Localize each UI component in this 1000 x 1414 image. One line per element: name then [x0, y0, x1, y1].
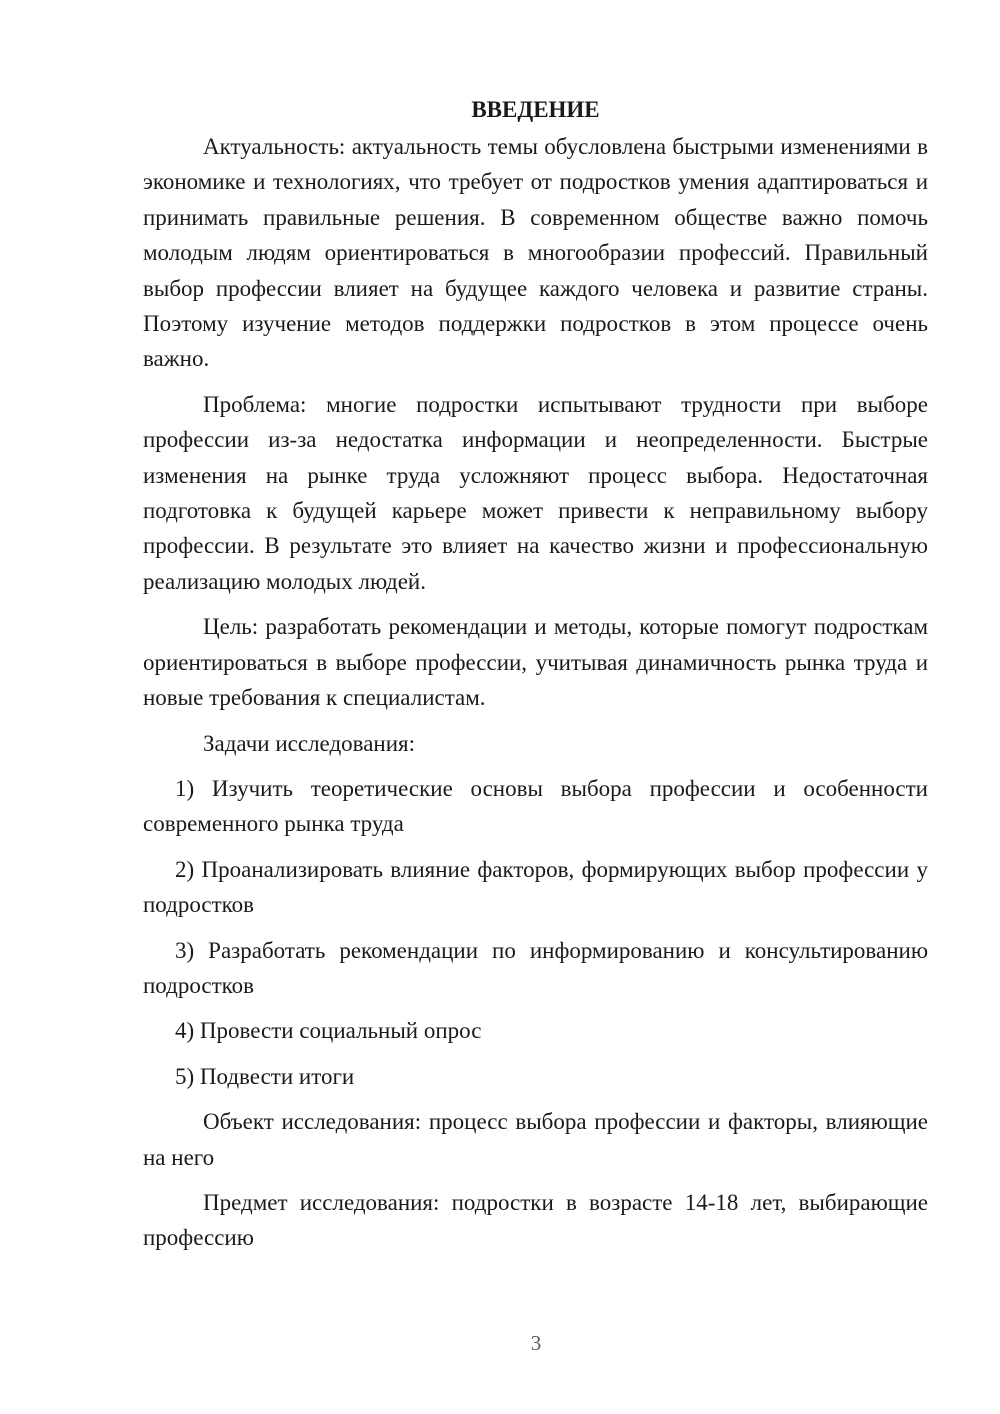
tasks-heading: Задачи исследования: [203, 730, 416, 756]
goal-paragraph: Цель: разработать рекомендации и методы, которые помогут подросткам ориентироваться в выборе профессии, учитывая динамичность рынка труда и новые требования к специалистам. [143, 614, 928, 711]
page-number: 3 [530, 1331, 542, 1355]
research-object-paragraph: Объект исследования: процесс выбора профессии и факторы, влияющие на него [143, 1109, 928, 1170]
task-item-2: 2) Проанализировать влияние факторов, формирующих выбор профессии у подростков [143, 856, 928, 918]
page-content [143, 92, 928, 1266]
task-item-1: 1) Изучить теоретические основы выбора профессии и особенности современного рынка труда [143, 775, 928, 837]
section-title: ВВЕДЕНИЕ [471, 97, 600, 122]
research-subject-paragraph: Предмет исследования: подростки в возрасте 14-18 лет, выбирающие профессию [143, 1189, 928, 1251]
problem-paragraph: Проблема: многие подростки испытывают трудности при выборе профессии из-за недостатка информации и неопределенности. Быстрые изменения на рынке труда усложняют процесс выбора. Недостаточная подготовка к будущей карьере может привести к неправильному выбору профессии. В результате это влияет на качество жизни и профессиональную реализацию молодых людей. [143, 391, 928, 594]
task-item-5: 5) Подвести итоги [175, 1063, 355, 1089]
task-item-3: 3) Разработать рекомендации по информированию и консультированию подростков [143, 937, 928, 998]
task-item-4: 4) Провести социальный опрос [175, 1018, 482, 1044]
relevance-paragraph: Актуальность: актуальность темы обусловлена быстрыми изменениями в экономике и технологиях, что требует от подростков умения адаптироваться и принимать правильные решения. В современном обществе важно помочь молодым людям ориентироваться в многообразии профессий. Правильный выбор профессии влияет на будущее каждого человека и развитие страны. Поэтому изучение методов поддержки подростков в этом процессе очень важно. [143, 134, 928, 372]
